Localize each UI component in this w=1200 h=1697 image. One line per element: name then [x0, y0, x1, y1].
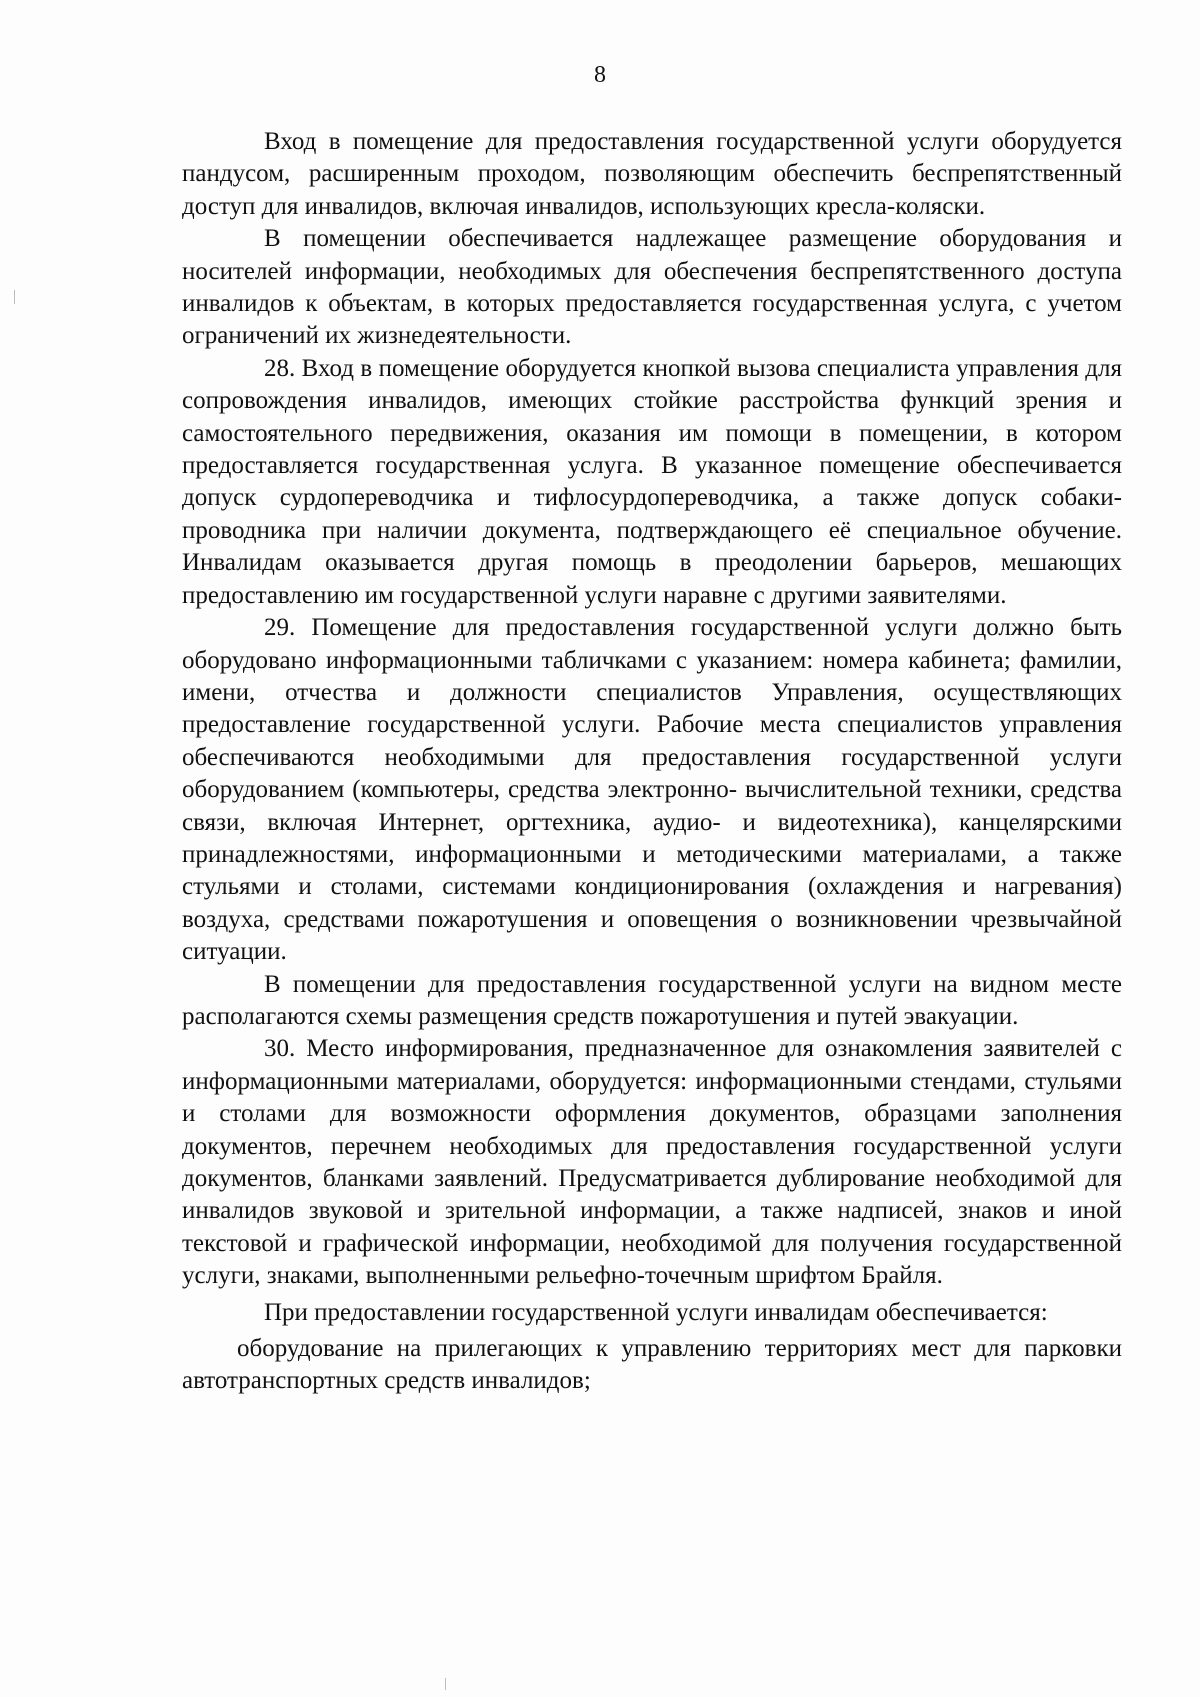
paragraph: 29. Помещение для предоставления государственной услуги должно быть оборудовано информационными табличками с указанием: номера кабинета; фамилии, имени, отчества и должности специалистов Управления, осуществляющих предоставление государственной услуги. Рабочие места специалистов управления обеспечиваются необходимыми для предоставления государственной услуги оборудованием (компьютеры, средства электронно- вычислительной техники, средства связи, включая Интернет, оргтехника, аудио- и видеотехника), канцелярскими принадлежностями, информационными и методическими материалами, а также стульями и столами, системами кондиционирования (охлаждения и нагревания) воздуха, средствами пожаротушения и оповещения о возникновении чрезвычайной ситуации.	[182, 614, 1122, 966]
page-number: 8	[594, 62, 606, 88]
paragraph: В помещении обеспечивается надлежащее размещение оборудования и носителей информации, необходимых для обеспечения беспрепятственного доступа инвалидов к объектам, в которых предоставляется государственная услуга, с учетом ограничений их жизнедеятельности.	[182, 225, 1122, 350]
paragraph: Вход в помещение для предоставления государственной услуги оборудуется пандусом, расширенным проходом, позволяющим обеспечить беспрепятственный доступ для инвалидов, включая инвалидов, использующих кресла-коляски.	[182, 128, 1122, 220]
paragraph: 28. Вход в помещение оборудуется кнопкой вызова специалиста управления для сопровождения инвалидов, имеющих стойкие расстройства функций зрения и самостоятельного передвижения, оказания им помощи в помещении, в котором предоставляется государственная услуга. В указанное помещение обеспечивается допуск сурдопереводчика и тифлосурдопереводчика, а также допуск собаки-проводника при наличии документа, подтверждающего её специальное обучение. Инвалидам оказывается другая помощь в преодолении барьеров, мешающих предоставлению им государственной услуги наравне с другими заявителями.	[182, 354, 1122, 609]
scan-artifact-mark	[445, 1678, 446, 1690]
document-body	[182, 126, 1122, 1398]
paragraph: 30. Место информирования, предназначенное для ознакомления заявителей с информационными материалами, оборудуется: информационными стендами, стульями и столами для возможности оформления документов, образцами заполнения документов, перечнем необходимых для предоставления государственной услуги документов, бланками заявлений. Предусматривается дублирование необходимой для инвалидов звуковой и зрительной информации, а также надписей, знаков и иной текстовой и графической информации, необходимой для получения государственной услуги, знаками, выполненными рельефно-точечным шрифтом Брайля.	[182, 1035, 1122, 1290]
scan-artifact-mark	[14, 290, 15, 304]
paragraph: При предоставлении государственной услуги инвалидам обеспечивается:	[264, 1298, 1048, 1326]
paragraph: В помещении для предоставления государственной услуги на видном месте располагаются схемы размещения средств пожаротушения и путей эвакуации.	[182, 970, 1122, 1030]
paragraph: оборудование на прилегающих к управлению территориях мест для парковки автотранспортных средств инвалидов;	[182, 1335, 1122, 1395]
